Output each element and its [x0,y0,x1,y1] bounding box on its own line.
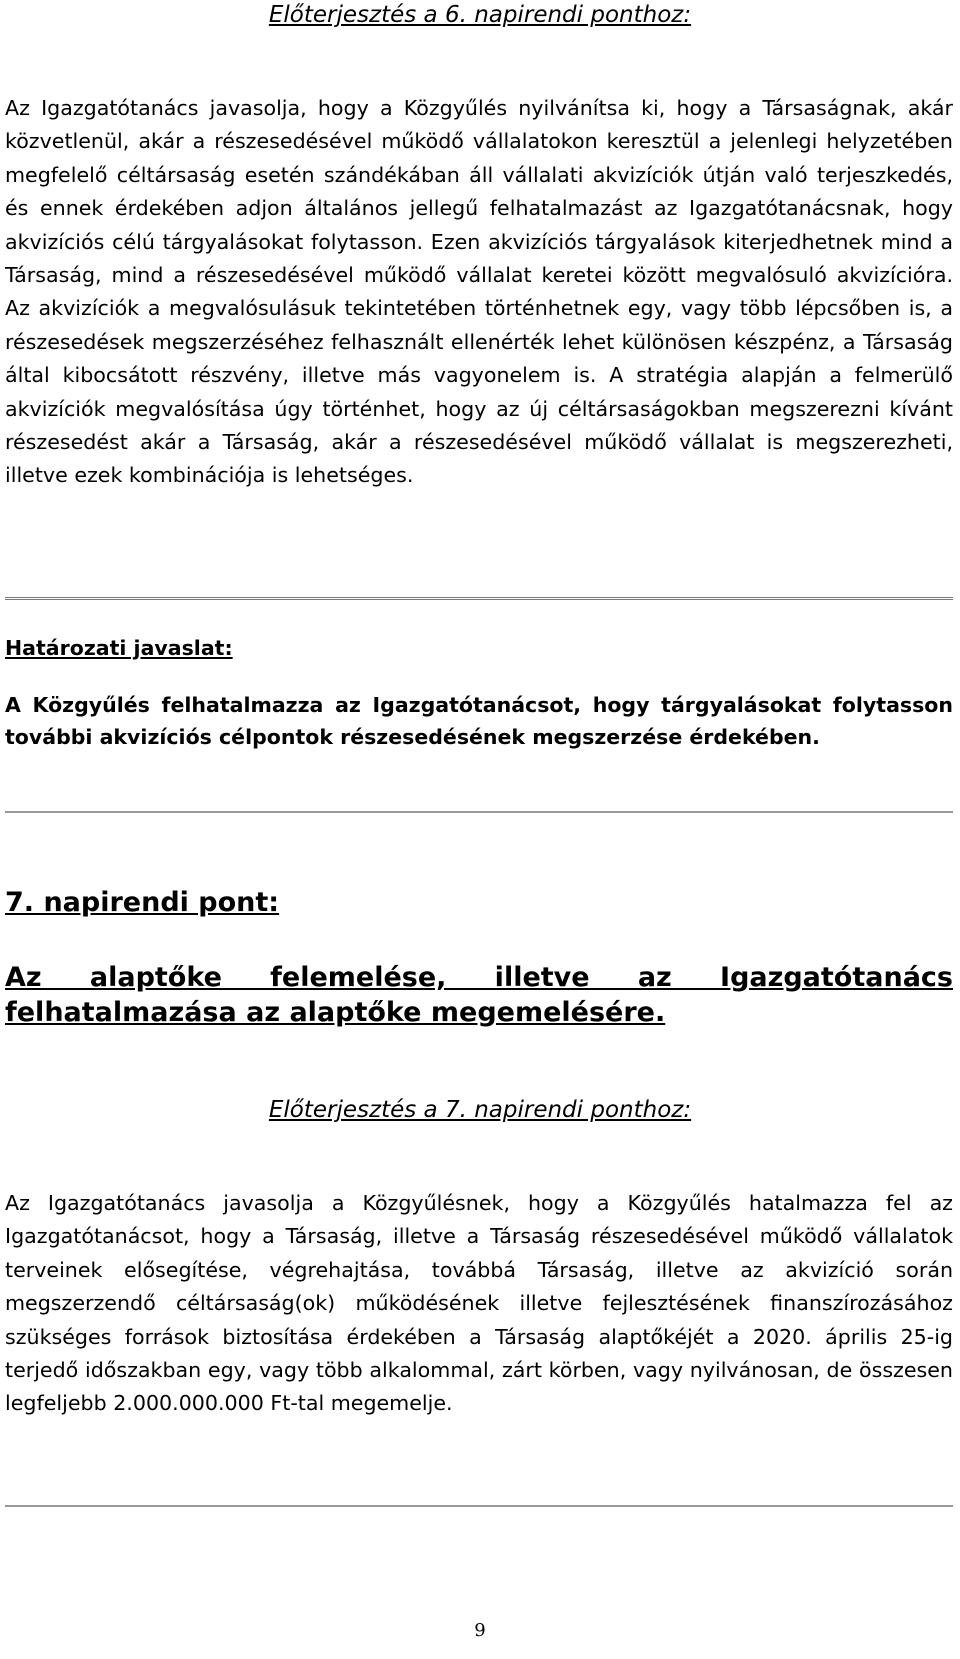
agenda-item-title: Az alaptőke felemelése, illetve az Igazgatótanács felhatalmazása az alaptőke megemelésére. [5,962,953,1028]
footer-divider [5,1505,953,1507]
proposal-paragraph-agenda-6: Az Igazgatótanács javasolja, hogy a Közgyűlés nyilvánítsa ki, hogy a Társaságnak, akár közvetlenül, akár a részesedésével működő vállalatokon keresztül a jelenlegi helyzetében megfelelő céltársaság esetén szándékában áll vállalati akvizíciók útján való terjeszkedés, és ennek érdekében adjon általános jellegű felhatalmazást az Igazgatótanácsnak, hogy akvizíciós célú tárgyalásokat folytasson. Ezen akvizíciós tárgyalások kiterjedhetnek mind a Társaság, mind a részesedésével működő vállalat keretei között megvalósuló akvizícióra. Az akvizíciók a megvalósulásuk tekintetében történhetnek egy, vagy több lépcsőben is, a részesedések megszerzéséhez felhasznált ellenérték lehet különösen készpénz, a Társaság által kibocsátott részvény, illetve más vagyonelem is. A stratégia alapján a felmerülő akvizíciók megvalósítása úgy történhet, hogy az új céltársaságokban megszerezni kívánt részesedést akár a Társaság, akár a részesedésével működő vállalat is megszerezheti, illetve ezek kombinációja is lehetséges. [5,96,953,488]
page-number: 9 [474,1620,486,1641]
section-divider [5,597,953,600]
resolution-label: Határozati javaslat: [5,636,233,660]
proposal-paragraph-agenda-7: Az Igazgatótanács javasolja a Közgyűlésnek, hogy a Közgyűlés hatalmazza fel az Igazgatótanácsot, hogy a Társaság, illetve a Társaság részesedésével működő vállalatok terveinek elősegítése, végrehajtása, továbbá Társaság, illetve az akvizíció során megszerzendő céltársaság(ok) működésének illetve fejlesztésének finanszírozásához szükséges források biztosítása érdekében a Társaság alaptőkéjét a 2020. április 25-ig terjedő időszakban egy, vagy több alkalommal, zárt körben, vagy nyilvánosan, de összesen legfeljebb 2.000.000.000 Ft-tal megemelje. [5,1191,953,1416]
section-divider-thin [5,811,953,813]
resolution-text: A Közgyűlés felhatalmazza az Igazgatótanácsot, hogy tárgyalásokat folytasson további akvizíciós célpontok részesedésének megszerzése érdekében. [5,693,953,749]
agenda-item-number: 7. napirendi pont: [5,887,280,918]
section-heading-agenda-7: Előterjesztés a 7. napirendi ponthoz: [268,1097,692,1123]
section-heading-agenda-6: Előterjesztés a 6. napirendi ponthoz: [268,2,692,28]
